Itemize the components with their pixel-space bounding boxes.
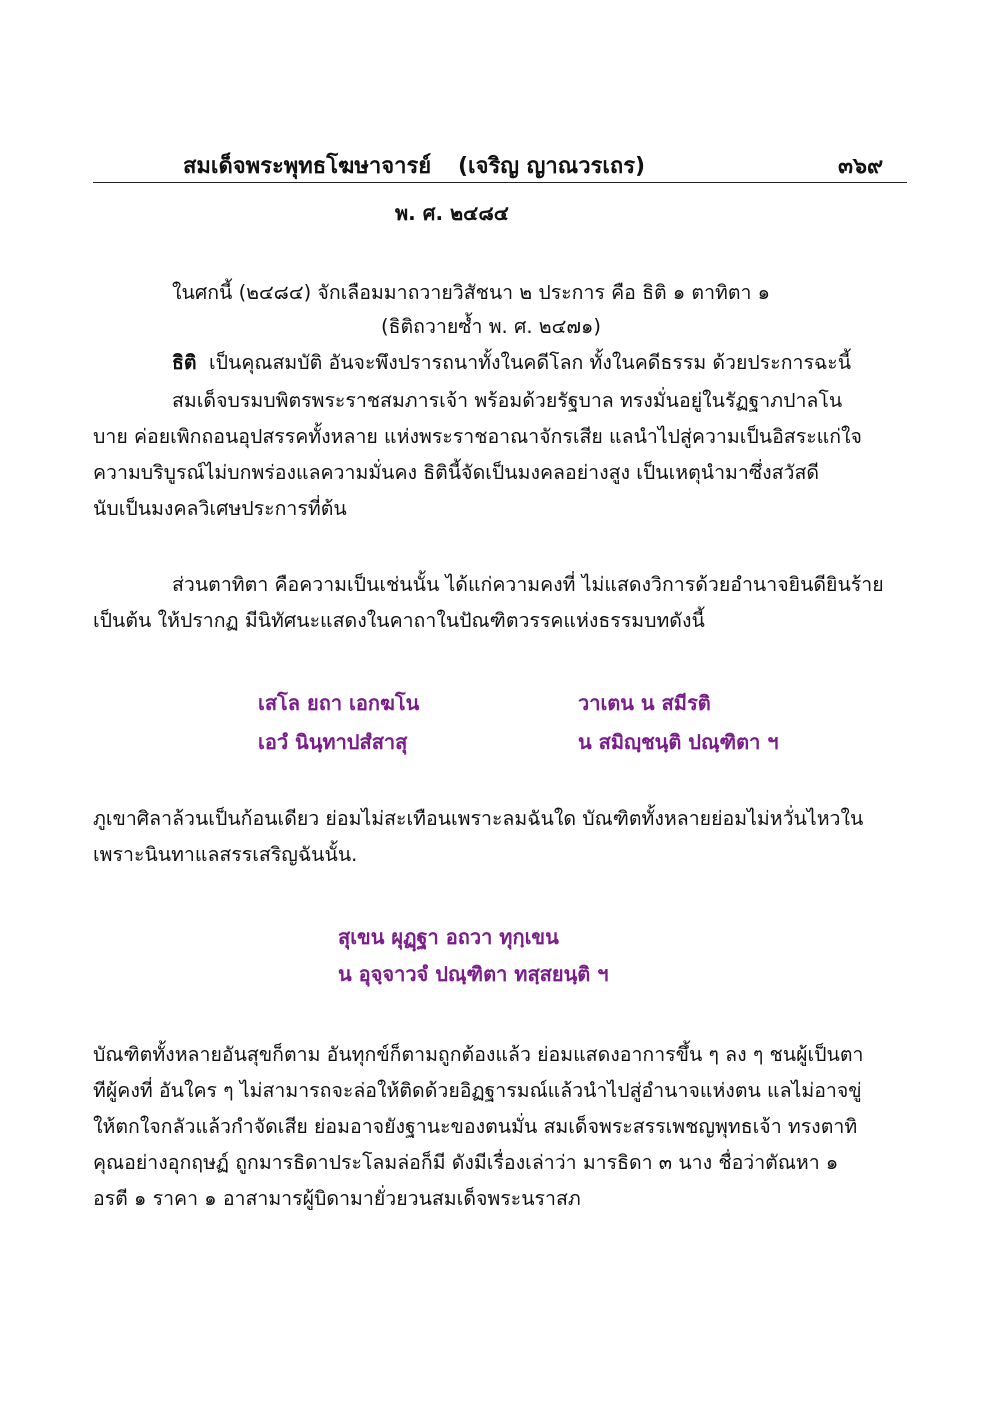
page-number: ๓๖๙ <box>838 154 884 179</box>
header-author: สมเด็จพระพุทธโฆษาจารย์ <box>183 154 432 179</box>
verse1-b1: วาเตน น สมีรติ <box>578 691 711 715</box>
final-line-2: ทีผู้คงที่ อันใคร ๆ ไม่สามารถจะล่อให้ติดด้วยอิฏฐารมณ์แล้วนำไปสู่อำนาจแห่งตน แลไม่อาจขู่ <box>93 1079 862 1102</box>
dhiti-term: ธิติ <box>172 351 197 374</box>
verse2-line-2: น อุจฺจาวจํ ปณฺฑิตา ทสฺสยนฺติ ฯ <box>338 962 609 986</box>
verse1-b2: น สมิญฺชนฺติ ปณฺฑิตา ฯ <box>578 730 779 754</box>
intro-line-1: ในศกนี้ (๒๔๘๔) จักเลือมมาถวายวิสัชนา ๒ ประการ คือ ธิติ ๑ ตาทิตา ๑ <box>172 281 771 304</box>
header-year: พ. ศ. ๒๔๘๔ <box>395 201 509 225</box>
verse2-line-1: สุเขน ผุฏฺฐา อถวา ทุกฺเขน <box>338 925 559 949</box>
dhiti-line-3: ความบริบูรณ์ไม่บกพร่องแลความมั่นคง ธิตินี้จัดเป็นมงคลอย่างสูง เป็นเหตุนำมาซึ่งสวัสดี <box>93 461 820 484</box>
dhiti-definition: เป็นคุณสมบัติ อันจะพึงปรารถนาทั้งในคดีโลก ทั้งในคดีธรรม ด้วยประการฉะนี้ <box>208 351 852 374</box>
dhiti-line-2: บาย ค่อยเพิกถอนอุปสรรคทั้งหลาย แห่งพระราชอาณาจักรเสีย แลนำไปสู่ความเป็นอิสระแก่ใจ <box>93 425 862 448</box>
header-author-name: (เจริญ ญาณวรเถร) <box>458 154 646 179</box>
tadita-line-1: ส่วนตาทิตา คือความเป็นเช่นนั้น ได้แก่ความคงที่ ไม่แสดงวิการด้วยอำนาจยินดียินร้าย <box>172 573 884 596</box>
verse1-a1: เสโล ยถา เอกฆโน <box>258 691 420 715</box>
verse1-meaning-line-1: ภูเขาศิลาล้วนเป็นก้อนเดียว ย่อมไม่สะเทือนเพราะลมฉันใด บัณฑิตทั้งหลายย่อมไม่หวั่นไหวใน <box>93 807 864 830</box>
final-line-1: บัณฑิตทั้งหลายอันสุขก็ตาม อันทุกข์ก็ตามถูกต้องแล้ว ย่อมแสดงอาการขึ้น ๆ ลง ๆ ชนผู้เป็นตา <box>93 1043 864 1066</box>
dhiti-line-1: สมเด็จบรมบพิตรพระราชสมภารเจ้า พร้อมด้วยรัฐบาล ทรงมั่นอยู่ในรัฏฐาภปาลโน <box>172 389 843 412</box>
final-line-5: อรตี ๑ ราคา ๑ อาสามารผู้บิดามายั่วยวนสมเด็จพระนราสภ <box>93 1187 581 1210</box>
verse1-a2: เอวํ นินฺทาปสํสาสุ <box>258 730 408 754</box>
verse1-meaning-line-2: เพราะนินทาแลสรรเสริญฉันนั้น. <box>93 843 358 866</box>
header-rule <box>93 182 907 183</box>
tadita-line-2: เป็นต้น ให้ปรากฏ มีนิทัศนะแสดงในคาถาในปัณฑิตวรรคแห่งธรรมบทดังนี้ <box>93 609 705 632</box>
dhiti-definition-line <box>172 347 851 378</box>
final-line-4: คุณอย่างอุกฤษฏ์ ถูกมารธิดาประโลมล่อก็มี ดังมีเรื่องเล่าว่า มารธิดา ๓ นาง ชื่อว่าตัณหา ๑ <box>93 1151 839 1174</box>
dhiti-line-4: นับเป็นมงคลวิเศษประการที่ต้น <box>93 497 347 520</box>
final-line-3: ให้ตกใจกลัวแล้วกำจัดเสีย ย่อมอาจยังฐานะของตนมั่น สมเด็จพระสรรเพชญพุทธเจ้า ทรงตาทิ <box>93 1115 858 1138</box>
intro-line-2: (ธิติถวายซ้ำ พ. ศ. ๒๔๗๑) <box>381 315 601 338</box>
